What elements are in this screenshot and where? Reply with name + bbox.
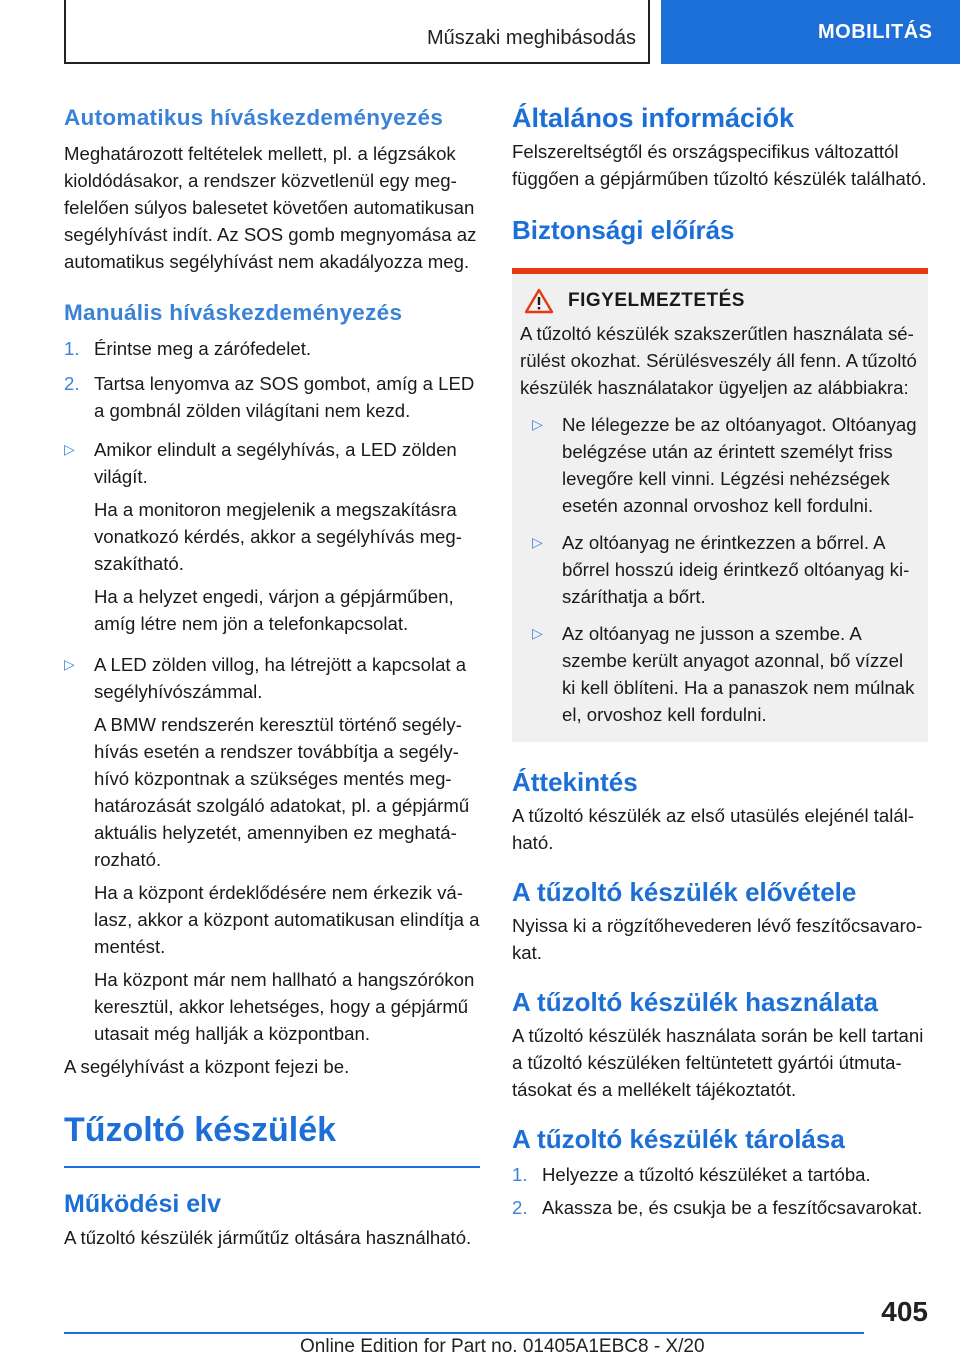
closing-text: A segélyhívást a központ fejezi be. xyxy=(64,1056,350,1077)
step-text: Érintse meg a zárófedelet. xyxy=(94,338,312,359)
removal-body: Nyissa ki a rögzítőhevederen lévő feszítőcsavarokat. xyxy=(512,915,923,963)
right-column xyxy=(512,100,928,1221)
removal-heading: A tűzoltó készülék elővétele xyxy=(512,877,857,907)
bullet-subtext: Ha a monitoron megjelenik a megszakításra vonatkozó kérdés, akkor a segélyhívás megszakítható. xyxy=(94,499,462,574)
warning-title: FIGYELMEZTETÉS xyxy=(568,290,745,311)
list-item xyxy=(520,411,918,519)
list-item xyxy=(520,620,918,728)
bullet-subtext: A BMW rendszerén keresztül történő segélyhívás esetén a rendszer továbbítja a segélyhívó központnak a szükséges mentés meghatározását szolgáló adatokat, pl. a gépjármű aktuális helyzetét, amennyiben ez meghatározható. xyxy=(94,714,470,870)
triangle-bullet-icon: ▷ xyxy=(532,625,543,641)
warning-item-text: Az oltóanyag ne érintkezzen a bőrrel. A bőrrel hosszú ideig érintkező oltóanyag kiszáríthatja a bőrt. xyxy=(562,532,910,607)
list-item xyxy=(512,1194,928,1221)
step-number: 2. xyxy=(512,1197,528,1218)
overview-body: A tűzoltó készülék az első utasülés elejénél található. xyxy=(512,805,915,853)
general-info-body: Felszereltségtől és országspecifikus változattól függően a gépjárműben tűzoltó készülék található. xyxy=(512,141,927,189)
bullet-subtext: Ha a központ érdeklődésére nem érkezik válasz, akkor a központ automatikusan elindítja a mentést. xyxy=(94,882,480,957)
step-number: 1. xyxy=(64,338,80,359)
header-section-title: Műszaki meghibásodás xyxy=(427,27,636,49)
list-item xyxy=(512,1161,928,1188)
footer-edition-text: Online Edition for Part no. 01405A1EBC8 - X/20 xyxy=(300,1336,705,1357)
general-info-heading: Általános információk xyxy=(512,103,795,133)
bullet-text: Amikor elindult a segélyhívás, a LED zölden világít. xyxy=(94,439,457,487)
list-item xyxy=(64,651,480,705)
triangle-bullet-icon: ▷ xyxy=(64,656,75,672)
triangle-bullet-icon: ▷ xyxy=(64,441,75,457)
warning-triangle-icon xyxy=(524,288,554,314)
footer-rule xyxy=(64,1332,864,1334)
fire-extinguisher-heading: Tűzoltó készülék xyxy=(64,1111,337,1149)
principle-heading: Működési elv xyxy=(64,1189,221,1218)
warning-item-text: Ne lélegezze be az oltóanyagot. Oltóanyag belégzése után az érintett személyt friss levegőre kell vinni. Légzési nehézségek esetén azonnal orvoshoz kell fordulni. xyxy=(562,414,917,516)
auto-call-heading: Automatikus híváskezdeményezés xyxy=(64,105,444,130)
step-number: 1. xyxy=(512,1164,528,1185)
step-number: 2. xyxy=(64,373,80,394)
warning-box xyxy=(512,268,928,742)
warning-item-text: Az oltóanyag ne jusson a szembe. A szembe került anyagot azonnal, bő vízzel ki kell öblíteni. Ha a panaszok nem múlnak el, orvoshoz kell fordulni. xyxy=(562,623,915,725)
safety-heading: Biztonsági előírás xyxy=(512,215,735,245)
overview-heading: Áttekintés xyxy=(512,767,638,797)
auto-call-body: Meghatározott feltételek mellett, pl. a légzsákok kioldódásakor, a rendszer közvetlenül egy megfelelően súlyos balesetet követően automatikusan segélyhívást indít. Az SOS gomb megnyomása az automatikus segélyhívást nem akadályozza meg. xyxy=(64,143,477,272)
step-text: Akassza be, és csukja be a feszítőcsavarokat. xyxy=(542,1197,923,1218)
warning-title-row xyxy=(520,288,918,314)
triangle-bullet-icon: ▷ xyxy=(532,534,543,550)
header-chapter-tab[interactable]: MOBILITÁS xyxy=(661,0,960,64)
section-divider xyxy=(64,1166,480,1168)
step-text: Helyezze a tűzoltó készüléket a tartóba. xyxy=(542,1164,871,1185)
manual-call-heading: Manuális híváskezdeményezés xyxy=(64,300,403,325)
bullet-text: A LED zölden villog, ha létrejött a kapcsolat a segélyhívószámmal. xyxy=(94,654,467,702)
header-right-rule xyxy=(648,0,650,64)
principle-body: A tűzoltó készülék járműtűz oltására használható. xyxy=(64,1226,472,1248)
usage-body: A tűzoltó készülék használata során be kell tartani a tűzoltó készüléken feltüntetett gyártói útmutatásokat és a mellékelt tájékoztatót. xyxy=(512,1025,924,1100)
header-bottom-rule xyxy=(64,62,650,64)
storage-heading: A tűzoltó készülék tárolása xyxy=(512,1124,845,1154)
list-item xyxy=(64,436,480,490)
left-column xyxy=(64,100,480,1251)
triangle-bullet-icon: ▷ xyxy=(532,416,543,432)
bullet-subtext: Ha központ már nem hallható a hangszórókon keresztül, akkor lehetséges, hogy a gépjármű utasait még hallják a központban. xyxy=(94,969,475,1044)
usage-heading: A tűzoltó készülék használata xyxy=(512,987,879,1017)
list-item xyxy=(64,335,480,362)
step-text: Tartsa lenyomva az SOS gombot, amíg a LED a gombnál zölden világítani nem kezd. xyxy=(94,373,475,421)
page-number: 405 xyxy=(881,1296,928,1327)
bullet-subtext: Ha a helyzet engedi, várjon a gépjárműben, amíg létre nem jön a telefonkapcsolat. xyxy=(94,586,454,634)
list-item xyxy=(64,370,480,424)
list-item xyxy=(520,529,918,610)
warning-text: A tűzoltó készülék szakszerűtlen használata sérülést okozhat. Sérülésveszély áll fenn. A tűzoltó készülék használatakor ügyeljen az alábbiakra: xyxy=(520,323,917,398)
